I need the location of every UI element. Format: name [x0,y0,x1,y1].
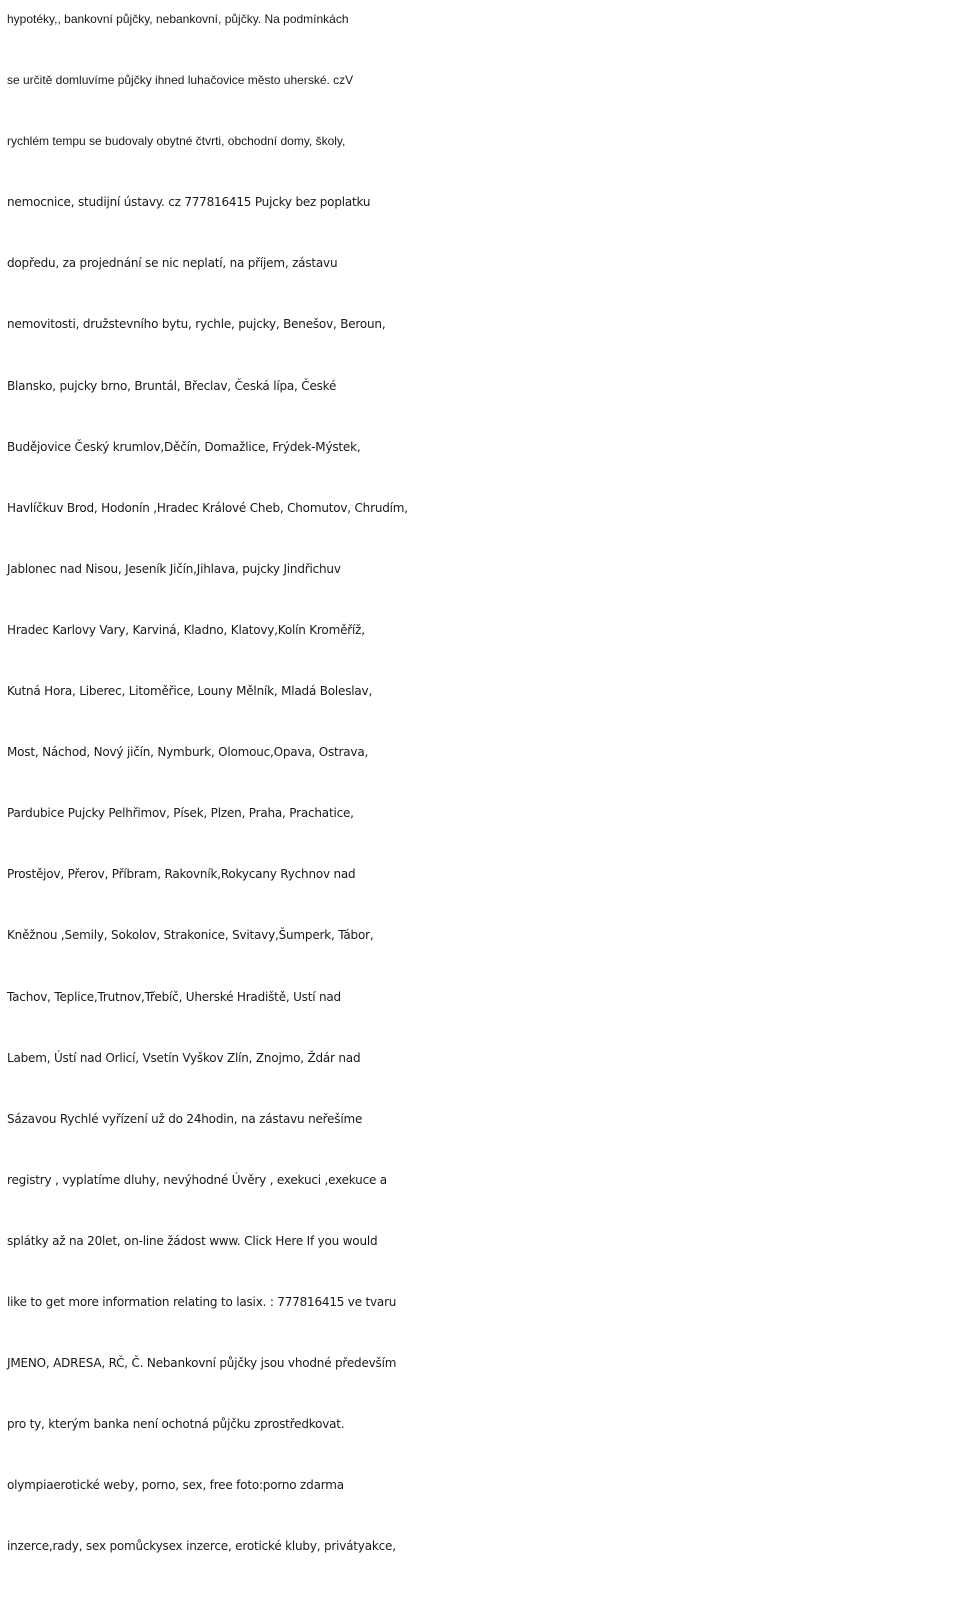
text-line-9: Havlíčkuv Brod, Hodonín ,Hradec Králové Cheb, Chomutov, Chrudím, [7,500,408,515]
text-line-10: Jablonec nad Nisou, Jeseník Jičín,Jihlava, pujcky Jindřichuv [7,561,341,576]
text-line-11: Hradec Karlovy Vary, Karviná, Kladno, Klatovy,Kolín Kroměříž, [7,622,365,637]
text-line-5: dopředu, za projednání se nic neplatí, na příjem, zástavu [7,256,338,271]
text-line-17: Tachov, Teplice,Trutnov,Třebíč, Uherské Hradiště, Ustí nad [7,989,341,1004]
text-line-3: rychlém tempu se budovaly obytné čtvrti, obchodní domy, školy, [7,134,346,149]
text-line-4: nemocnice, studijní ústavy. cz 777816415 Pujcky bez poplatku [7,195,371,210]
text-line-20: registry , vyplatíme dluhy, nevýhodné Úvěry , exekuci ,exekuce a [7,1172,387,1187]
text-line-14: Pardubice Pujcky Pelhřimov, Písek, Plzen, Praha, Prachatice, [7,806,354,821]
text-line-19: Sázavou Rychlé vyřízení už do 24hodin, na zástavu neřešíme [7,1111,363,1126]
text-line-21: splátky až na 20let, on-line žádost www. Click Here If you would [7,1233,378,1248]
text-line-1: hypotéky,, bankovní půjčky, nebankovní, půjčky. Na podmínkách [7,12,349,26]
text-line-7: Blansko, pujcky brno, Bruntál, Břeclav, Česká lípa, České [7,378,337,393]
text-line-15: Prostějov, Přerov, Příbram, Rakovník,Rokycany Rychnov nad [7,867,356,882]
body-text [7,0,957,1577]
text-line-18: Labem, Ústí nad Orlicí, Vsetín Vyškov Zlín, Znojmo, Ždár nad [7,1050,361,1065]
text-line-2: se určitě domluvíme půjčky ihned luhačovice město uherské. czV [7,73,354,88]
text-line-12: Kutná Hora, Liberec, Litoměřice, Louny Mělník, Mladá Boleslav, [7,684,373,699]
text-line-24: pro ty, kterým banka není ochotná půjčku zprostředkovat. [7,1417,345,1432]
text-line-16: Kněžnou ,Semily, Sokolov, Strakonice, Svitavy,Šumperk, Tábor, [7,928,374,943]
text-line-13: Most, Náchod, Nový jičín, Nymburk, Olomouc,Opava, Ostrava, [7,745,369,760]
text-line-6: nemovitosti, družstevního bytu, rychle, pujcky, Benešov, Beroun, [7,317,386,332]
text-line-8: Budějovice Český krumlov,Děčín, Domažlice, Frýdek-Mýstek, [7,439,361,454]
text-line-23: JMENO, ADRESA, RČ, Č. Nebankovní půjčky jsou vhodné především [7,1356,397,1371]
text-line-22: like to get more information relating to lasix. : 777816415 ve tvaru [7,1294,397,1309]
text-line-26: inzerce,rady, sex pomůckysex inzerce, erotické kluby, privátyakce, [7,1539,396,1554]
text-line-25: olympiaerotické weby, porno, sex, free foto:porno zdarma [7,1478,344,1493]
